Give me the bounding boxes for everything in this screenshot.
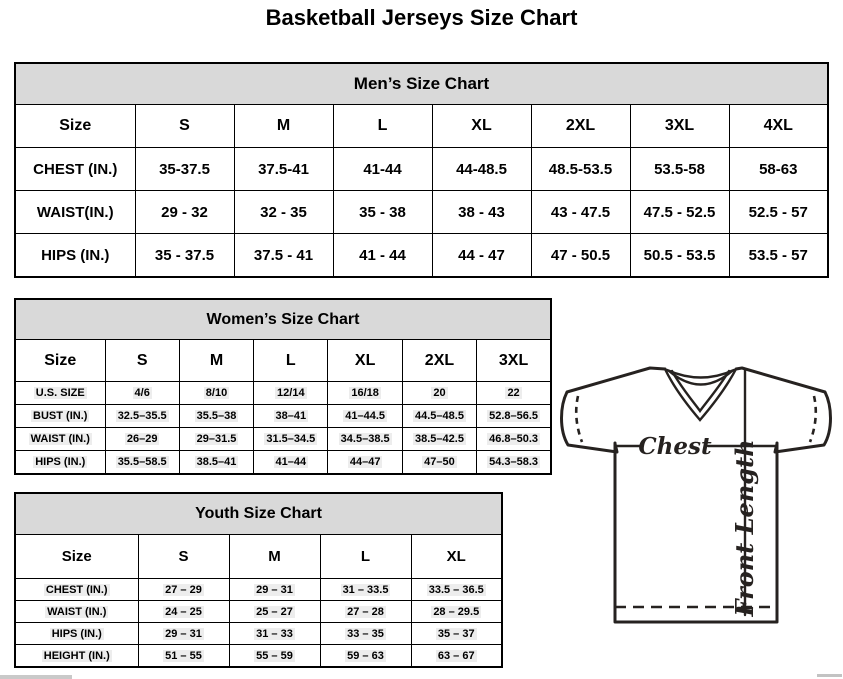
- column-header: S: [105, 340, 179, 382]
- row-label: [15, 601, 138, 623]
- cell: [320, 579, 411, 601]
- column-header: 3XL: [630, 105, 729, 148]
- table-row: [15, 405, 551, 428]
- table-row: [15, 579, 502, 601]
- youth-size-table: [14, 492, 503, 668]
- cell-text: 26–29: [126, 433, 158, 445]
- cell: [328, 382, 402, 405]
- cell-text: 35.5–38: [196, 410, 237, 422]
- column-header: Size: [15, 340, 105, 382]
- chest-label: Chest: [638, 433, 712, 460]
- front-length-label: Front Length: [730, 439, 759, 617]
- cell: [105, 428, 179, 451]
- table-row: [15, 623, 502, 645]
- cell-text: 29–31.5: [196, 433, 237, 445]
- page-title: Basketball Jerseys Size Chart: [265, 5, 578, 30]
- cell: 37.5-41: [234, 148, 333, 191]
- row-label: WAIST(IN.): [15, 191, 135, 234]
- cell-text: 22: [507, 387, 520, 399]
- womens-table-title-row: [15, 299, 551, 340]
- cell-text: BUST (IN.): [33, 410, 88, 422]
- cell-text: 47–50: [424, 456, 455, 468]
- cell: 47.5 - 52.5: [630, 191, 729, 234]
- column-header: Size: [15, 535, 138, 579]
- cell-text: 44.5–48.5: [415, 410, 464, 422]
- cell: [105, 382, 179, 405]
- row-label: [15, 428, 105, 451]
- row-label: [15, 382, 105, 405]
- column-header: 4XL: [729, 105, 828, 148]
- cell: [254, 382, 328, 405]
- womens-table-title: Women’s Size Chart: [15, 299, 551, 340]
- cell: [254, 428, 328, 451]
- cell: [402, 405, 476, 428]
- youth-table-title-row: [15, 493, 502, 535]
- womens-size-table: [14, 298, 552, 475]
- cell: [179, 428, 253, 451]
- cell: [105, 451, 179, 475]
- column-header: Size: [15, 105, 135, 148]
- cell: [138, 645, 229, 668]
- cell: [254, 405, 328, 428]
- sleeve-cuff-dashed-seam: [576, 396, 582, 442]
- cell-text: 20: [433, 387, 446, 399]
- cell-text: CHEST (IN.): [45, 583, 108, 596]
- cell-text: 31.5–34.5: [266, 433, 316, 445]
- cell: [229, 645, 320, 668]
- cell: 41 - 44: [333, 234, 432, 278]
- cell-text: 12/14: [277, 387, 305, 399]
- cell: [105, 405, 179, 428]
- table-row: [15, 451, 551, 475]
- table-row: [15, 428, 551, 451]
- cell-text: 41–44: [275, 456, 307, 468]
- column-header: S: [135, 105, 234, 148]
- cell: [179, 382, 253, 405]
- cell: [477, 405, 551, 428]
- cell-text: 63 – 67: [437, 649, 475, 662]
- jersey-diagram: [556, 356, 836, 630]
- cell: [179, 451, 253, 475]
- table-row: [15, 382, 551, 405]
- cell-text: 51 – 55: [165, 649, 202, 662]
- cell-text: 28 – 29.5: [433, 605, 480, 618]
- cell-text: 52.8–56.5: [489, 410, 539, 422]
- cell: [477, 382, 551, 405]
- table-row: [15, 191, 828, 234]
- cell: 44-48.5: [432, 148, 531, 191]
- cell: [138, 579, 229, 601]
- table-row: [15, 601, 502, 623]
- cell: 35 - 37.5: [135, 234, 234, 278]
- cell: 38 - 43: [432, 191, 531, 234]
- cell-text: 44–47: [349, 456, 381, 468]
- cell: 53.5-58: [630, 148, 729, 191]
- youth-table-header-row: [15, 535, 502, 579]
- column-header: L: [254, 340, 328, 382]
- cell-text: 16/18: [351, 387, 379, 399]
- row-label: [15, 623, 138, 645]
- cell: 44 - 47: [432, 234, 531, 278]
- column-header: 3XL: [477, 340, 551, 382]
- cell-text: 27 – 29: [165, 583, 202, 596]
- cell: 52.5 - 57: [729, 191, 828, 234]
- cell-text: WAIST (IN.): [30, 433, 90, 445]
- cell: [229, 579, 320, 601]
- cell-text: 55 – 59: [256, 649, 293, 662]
- column-header: XL: [411, 535, 502, 579]
- cell-text: 34.5–38.5: [340, 433, 390, 445]
- cell-text: 25 – 27: [256, 605, 293, 618]
- cell: [411, 623, 502, 645]
- cell: [229, 601, 320, 623]
- cell-text: U.S. SIZE: [35, 387, 85, 399]
- cell: [320, 601, 411, 623]
- cell-text: HEIGHT (IN.): [43, 649, 110, 662]
- column-header: XL: [432, 105, 531, 148]
- cell: [179, 405, 253, 428]
- column-header: M: [179, 340, 253, 382]
- cell-text: 41–44.5: [345, 410, 386, 422]
- cell-text: 38.5–41: [196, 456, 237, 468]
- cell-text: 59 – 63: [347, 649, 384, 662]
- mens-size-table: [14, 62, 829, 278]
- cell: [138, 601, 229, 623]
- cell: [477, 428, 551, 451]
- cell-text: 46.8–50.3: [489, 433, 539, 445]
- column-header: XL: [328, 340, 402, 382]
- cell-text: 8/10: [205, 387, 228, 399]
- cell: [138, 623, 229, 645]
- cell: [402, 451, 476, 475]
- sleeve-cuff-dashed-seam: [810, 396, 816, 442]
- cell: [477, 451, 551, 475]
- cell-text: 31 – 33.5: [342, 583, 389, 596]
- cell: 43 - 47.5: [531, 191, 630, 234]
- cell: 29 - 32: [135, 191, 234, 234]
- row-label: [15, 451, 105, 475]
- cell-text: 38–41: [275, 410, 307, 422]
- cell-text: HIPS (IN.): [51, 627, 102, 640]
- cell: 35 - 38: [333, 191, 432, 234]
- womens-table-header-row: [15, 340, 551, 382]
- cell: 32 - 35: [234, 191, 333, 234]
- cell-text: 32.5–35.5: [117, 410, 167, 422]
- mens-table-header-row: [15, 105, 828, 148]
- row-label: CHEST (IN.): [15, 148, 135, 191]
- cell-text: 4/6: [134, 387, 150, 399]
- cell-text: 54.3–58.3: [489, 456, 539, 468]
- row-label: HIPS (IN.): [15, 234, 135, 278]
- cell: 41-44: [333, 148, 432, 191]
- column-header: 2XL: [402, 340, 476, 382]
- cell: [411, 601, 502, 623]
- cell: [320, 645, 411, 668]
- cell: 58-63: [729, 148, 828, 191]
- table-row: [15, 234, 828, 278]
- horizontal-scrollbar-thumb[interactable]: [817, 674, 842, 677]
- cell: 35-37.5: [135, 148, 234, 191]
- row-label: [15, 579, 138, 601]
- youth-table-title: Youth Size Chart: [15, 493, 502, 535]
- cell-text: HIPS (IN.): [35, 456, 86, 468]
- cell-text: 35.5–58.5: [117, 456, 167, 468]
- mens-table-title-row: [15, 63, 828, 105]
- table-row: [15, 148, 828, 191]
- cell-text: 29 – 31: [165, 627, 202, 640]
- cell: [402, 382, 476, 405]
- cell: [254, 451, 328, 475]
- column-header: L: [333, 105, 432, 148]
- cell-text: 27 – 28: [347, 605, 384, 618]
- cell: 53.5 - 57: [729, 234, 828, 278]
- cell: [411, 645, 502, 668]
- cell: 48.5-53.5: [531, 148, 630, 191]
- cell: 37.5 - 41: [234, 234, 333, 278]
- cell-text: 35 – 37: [437, 627, 475, 640]
- column-header: M: [234, 105, 333, 148]
- column-header: S: [138, 535, 229, 579]
- cell: [229, 623, 320, 645]
- cell-text: 38.5–42.5: [415, 433, 464, 445]
- cell-text: 33 – 35: [347, 627, 384, 640]
- row-label: [15, 645, 138, 668]
- column-header: M: [229, 535, 320, 579]
- cell-text: 33.5 – 36.5: [428, 583, 484, 596]
- horizontal-scrollbar-thumb[interactable]: [0, 675, 72, 679]
- cell: [402, 428, 476, 451]
- table-row: [15, 645, 502, 668]
- cell-text: 24 – 25: [165, 605, 202, 618]
- cell: [320, 623, 411, 645]
- column-header: L: [320, 535, 411, 579]
- cell: [328, 405, 402, 428]
- cell-text: 29 – 31: [256, 583, 293, 596]
- cell: [328, 451, 402, 475]
- column-header: 2XL: [531, 105, 630, 148]
- cell: [411, 579, 502, 601]
- cell: 47 - 50.5: [531, 234, 630, 278]
- cell-text: WAIST (IN.): [47, 605, 107, 618]
- row-label: [15, 405, 105, 428]
- cell-text: 31 – 33: [256, 627, 293, 640]
- mens-table-title: Men’s Size Chart: [15, 63, 828, 105]
- cell: 50.5 - 53.5: [630, 234, 729, 278]
- cell: [328, 428, 402, 451]
